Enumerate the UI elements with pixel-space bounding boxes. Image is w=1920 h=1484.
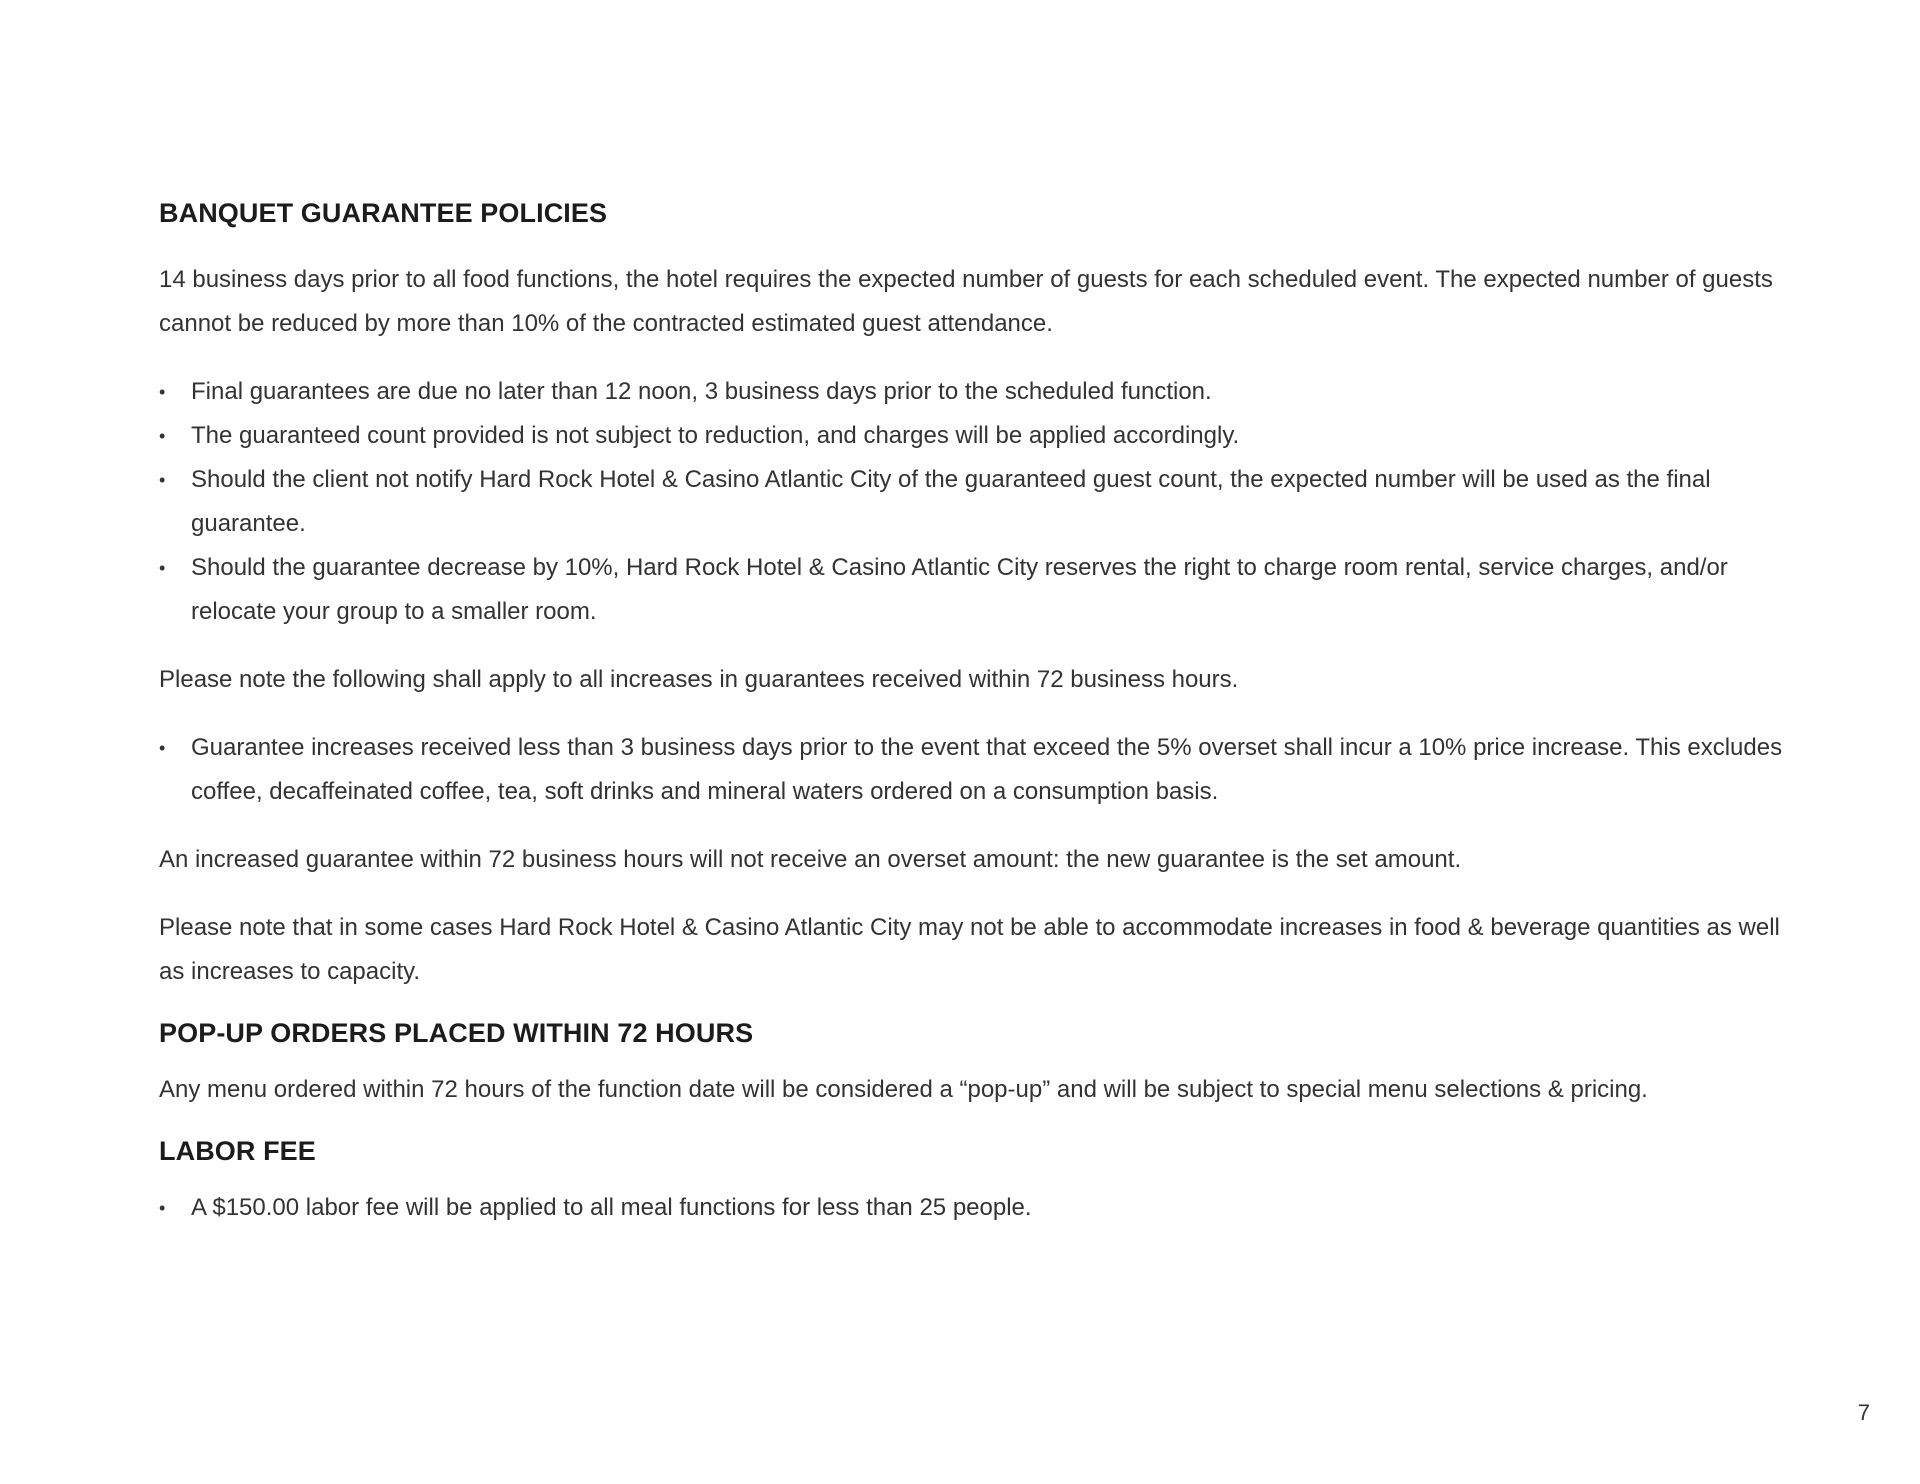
list-item [159,1186,1799,1230]
list-item [159,458,1799,546]
page-number: 7 [1857,1400,1870,1425]
capacity-paragraph: Please note that in some cases Hard Rock Hotel & Casino Atlantic City may not be able to accommodate increases in food & beverage quantities as well as increases to capacity. [159,914,1780,985]
list-item [159,370,1799,414]
increase-note-paragraph: Please note the following shall apply to all increases in guarantees received within 72 business hours. [159,666,1239,693]
popup-orders-heading: POP-UP ORDERS PLACED WITHIN 72 HOURS [159,1018,754,1048]
bullet-icon: • [159,382,166,402]
popup-orders-paragraph: Any menu ordered within 72 hours of the function date will be considered a “pop-up” and will be subject to special menu selections & pricing. [159,1076,1648,1103]
labor-fee-heading: LABOR FEE [159,1136,316,1166]
bullet-icon: • [159,558,166,578]
list-item-text: Should the client not notify Hard Rock Hotel & Casino Atlantic City of the guaranteed guest count, the expected number will be used as the final guarantee. [191,466,1711,537]
list-item-text: Guarantee increases received less than 3 business days prior to the event that exceed the 5% overset shall incur a 10% price increase. This excludes coffee, decaffeinated coffee, tea, soft drinks and mineral waters ordered on a consumption basis. [191,734,1783,805]
banquet-guarantee-heading: BANQUET GUARANTEE POLICIES [159,198,608,228]
bullet-icon: • [159,426,166,446]
list-item-text: The guaranteed count provided is not subject to reduction, and charges will be applied accordingly. [191,422,1240,449]
document-page [159,196,1799,1230]
bullet-icon: • [159,738,166,758]
list-item [159,414,1799,458]
list-item-text: Should the guarantee decrease by 10%, Hard Rock Hotel & Casino Atlantic City reserves the right to charge room rental, service charges, and/or relocate your group to a smaller room. [191,554,1728,625]
labor-fee-list [159,1186,1799,1230]
list-item-text: A $150.00 labor fee will be applied to all meal functions for less than 25 people. [191,1194,1032,1221]
list-item [159,726,1799,814]
list-item-text: Final guarantees are due no later than 12 noon, 3 business days prior to the scheduled function. [191,378,1212,405]
increase-list [159,726,1799,814]
banquet-intro-paragraph: 14 business days prior to all food functions, the hotel requires the expected number of guests for each scheduled event. The expected number of guests cannot be reduced by more than 10% of the contracted estimated guest attendance. [159,266,1773,337]
list-item [159,546,1799,634]
overset-paragraph: An increased guarantee within 72 business hours will not receive an overset amount: the new guarantee is the set amount. [159,846,1462,873]
bullet-icon: • [159,470,166,490]
bullet-icon: • [159,1198,166,1218]
banquet-guarantee-list [159,370,1799,634]
